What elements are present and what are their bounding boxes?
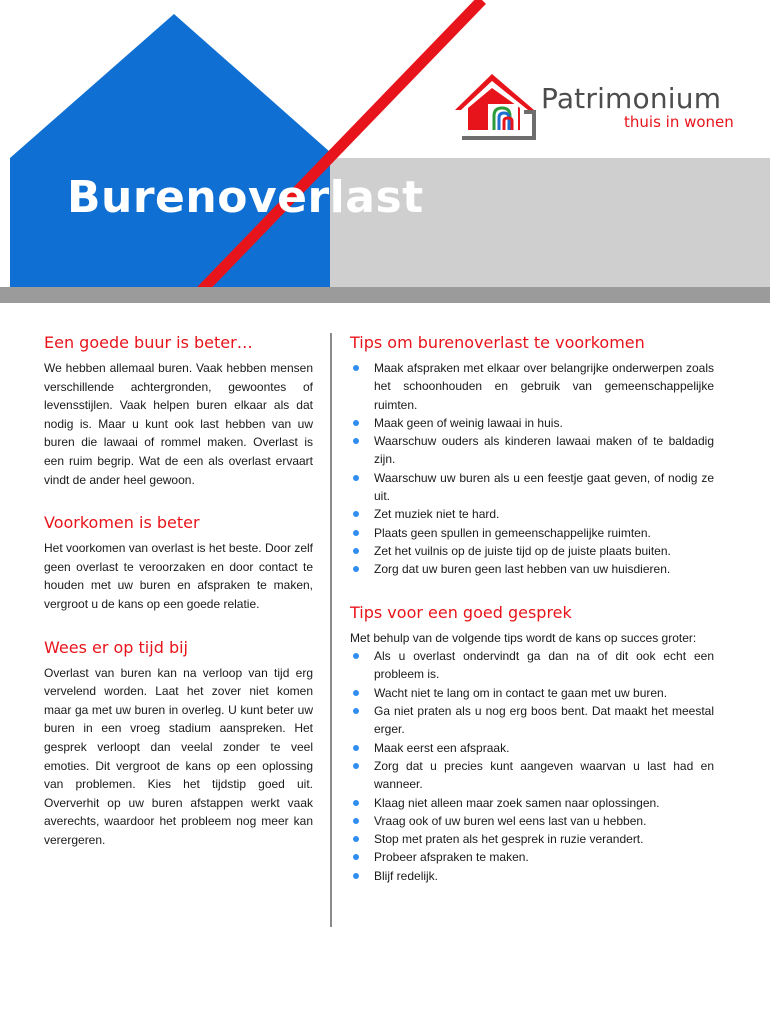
bullet-icon: [353, 745, 359, 751]
bullet-icon: [353, 873, 359, 879]
bullet-icon: [353, 763, 359, 769]
bullet-icon: [353, 438, 359, 444]
right-column: [350, 331, 714, 907]
blue-house-shape: [10, 14, 330, 287]
section-intro: Met behulp van de volgende tips wordt de kans op succes groter:: [350, 630, 697, 645]
list-item: Vraag ook of uw buren wel eens last van u hebben.: [350, 812, 714, 830]
section-tips-prevent: [350, 331, 714, 579]
list-item: Als u overlast ondervindt ga dan na of dit ook echt een probleem is.: [350, 647, 714, 684]
bullet-icon: [353, 800, 359, 806]
column-divider: [330, 333, 332, 927]
list-item: Zorg dat uw buren geen last hebben van uw huisdieren.: [350, 560, 714, 578]
bullet-icon: [353, 566, 359, 572]
section-body: We hebben allemaal buren. Vaak hebben mensen verschillende achtergronden, gewoontes of levensstijlen. Vaak helpen buren elkaar als dat nodig is. Maar u kunt ook last hebben van uw buren die lawaai of rommel maken. Overlast is een ruim begrip. Wat de een als overlast ervaart vindt de ander heel gewoon.: [44, 361, 313, 487]
dark-gray-bar: [0, 287, 770, 303]
bullet-icon: [353, 365, 359, 371]
list-item: Maak afspraken met elkaar over belangrijke onderwerpen zoals het schoonhouden en gebruik van gemeenschappelijke ruimten.: [350, 359, 714, 414]
section-body: Het voorkomen van overlast is het beste. Door zelf geen overlast te veroorzaken en door contact te houden met uw buren en afspraken te maken, vergroot u de kans op een goede relatie.: [44, 541, 313, 611]
bullet-icon: [353, 836, 359, 842]
tips-talk-list: [350, 647, 714, 885]
list-item: Zet het vuilnis op de juiste tijd op de juiste plaats buiten.: [350, 542, 714, 560]
section-heading: Tips voor een goed gesprek: [350, 602, 572, 622]
section-heading: Tips om burenoverlast te voorkomen: [350, 333, 645, 352]
header-banner: [0, 0, 770, 305]
bullet-icon: [353, 818, 359, 824]
section-act-early: [44, 636, 313, 850]
bullet-icon: [353, 653, 359, 659]
bullet-icon: [353, 854, 359, 860]
section-heading: Voorkomen is beter: [44, 513, 200, 533]
section-tips-talk: [350, 601, 714, 885]
logo-brand-name: Patrimonium: [541, 82, 722, 115]
list-item: Maak eerst een afspraak.: [350, 739, 714, 757]
list-item: Probeer afspraken te maken.: [350, 848, 714, 866]
logo-tagline: thuis in wonen: [624, 113, 734, 131]
list-item: Plaats geen spullen in gemeenschappelijke ruimten.: [350, 524, 714, 542]
bullet-icon: [353, 530, 359, 536]
left-column: [44, 331, 313, 871]
list-item: Klaag niet alleen maar zoek samen naar oplossingen.: [350, 794, 714, 812]
page-title: Burenoverlast: [67, 172, 424, 223]
list-item: Maak geen of weinig lawaai in huis.: [350, 414, 714, 432]
list-item: Waarschuw ouders als kinderen lawaai maken of te baldadig zijn.: [350, 432, 714, 469]
section-body: Overlast van buren kan na verloop van tijd erg vervelend worden. Laat het zover niet komen maar ga met uw buren in overleg. U kunt beter uw buren in een vroeg stadium aanspreken. Het gesprek verloopt dan veelal zonder te veel emoties. Dit vergroot de kans op een oplossing van problemen. Kies het tijdstip goed uit. Oververhit op uw buren afstappen werkt vaak averechts, waardoor het probleem nog meer kan verergeren.: [44, 665, 313, 847]
section-prevention: [44, 511, 313, 613]
tips-prevent-list: [350, 359, 714, 579]
list-item: Zet muziek niet te hard.: [350, 505, 714, 523]
bullet-icon: [353, 548, 359, 554]
section-good-neighbour: [44, 331, 313, 489]
list-item: Stop met praten als het gesprek in ruzie verandert.: [350, 830, 714, 848]
section-heading: Een goede buur is beter…: [44, 333, 253, 352]
list-item: Zorg dat u precies kunt aangeven waarvan u last had en wanneer.: [350, 757, 714, 794]
section-heading: Wees er op tijd bij: [44, 637, 188, 657]
bullet-icon: [353, 511, 359, 517]
bullet-icon: [353, 690, 359, 696]
bullet-icon: [353, 708, 359, 714]
list-item: Ga niet praten als u nog erg boos bent. Dat maakt het meestal erger.: [350, 702, 714, 739]
list-item: Wacht niet te lang om in contact te gaan met uw buren.: [350, 684, 714, 702]
list-item: Waarschuw uw buren als u een feestje gaat geven, of nodig ze uit.: [350, 469, 714, 506]
bullet-icon: [353, 475, 359, 481]
bullet-icon: [353, 420, 359, 426]
list-item: Blijf redelijk.: [350, 867, 714, 885]
